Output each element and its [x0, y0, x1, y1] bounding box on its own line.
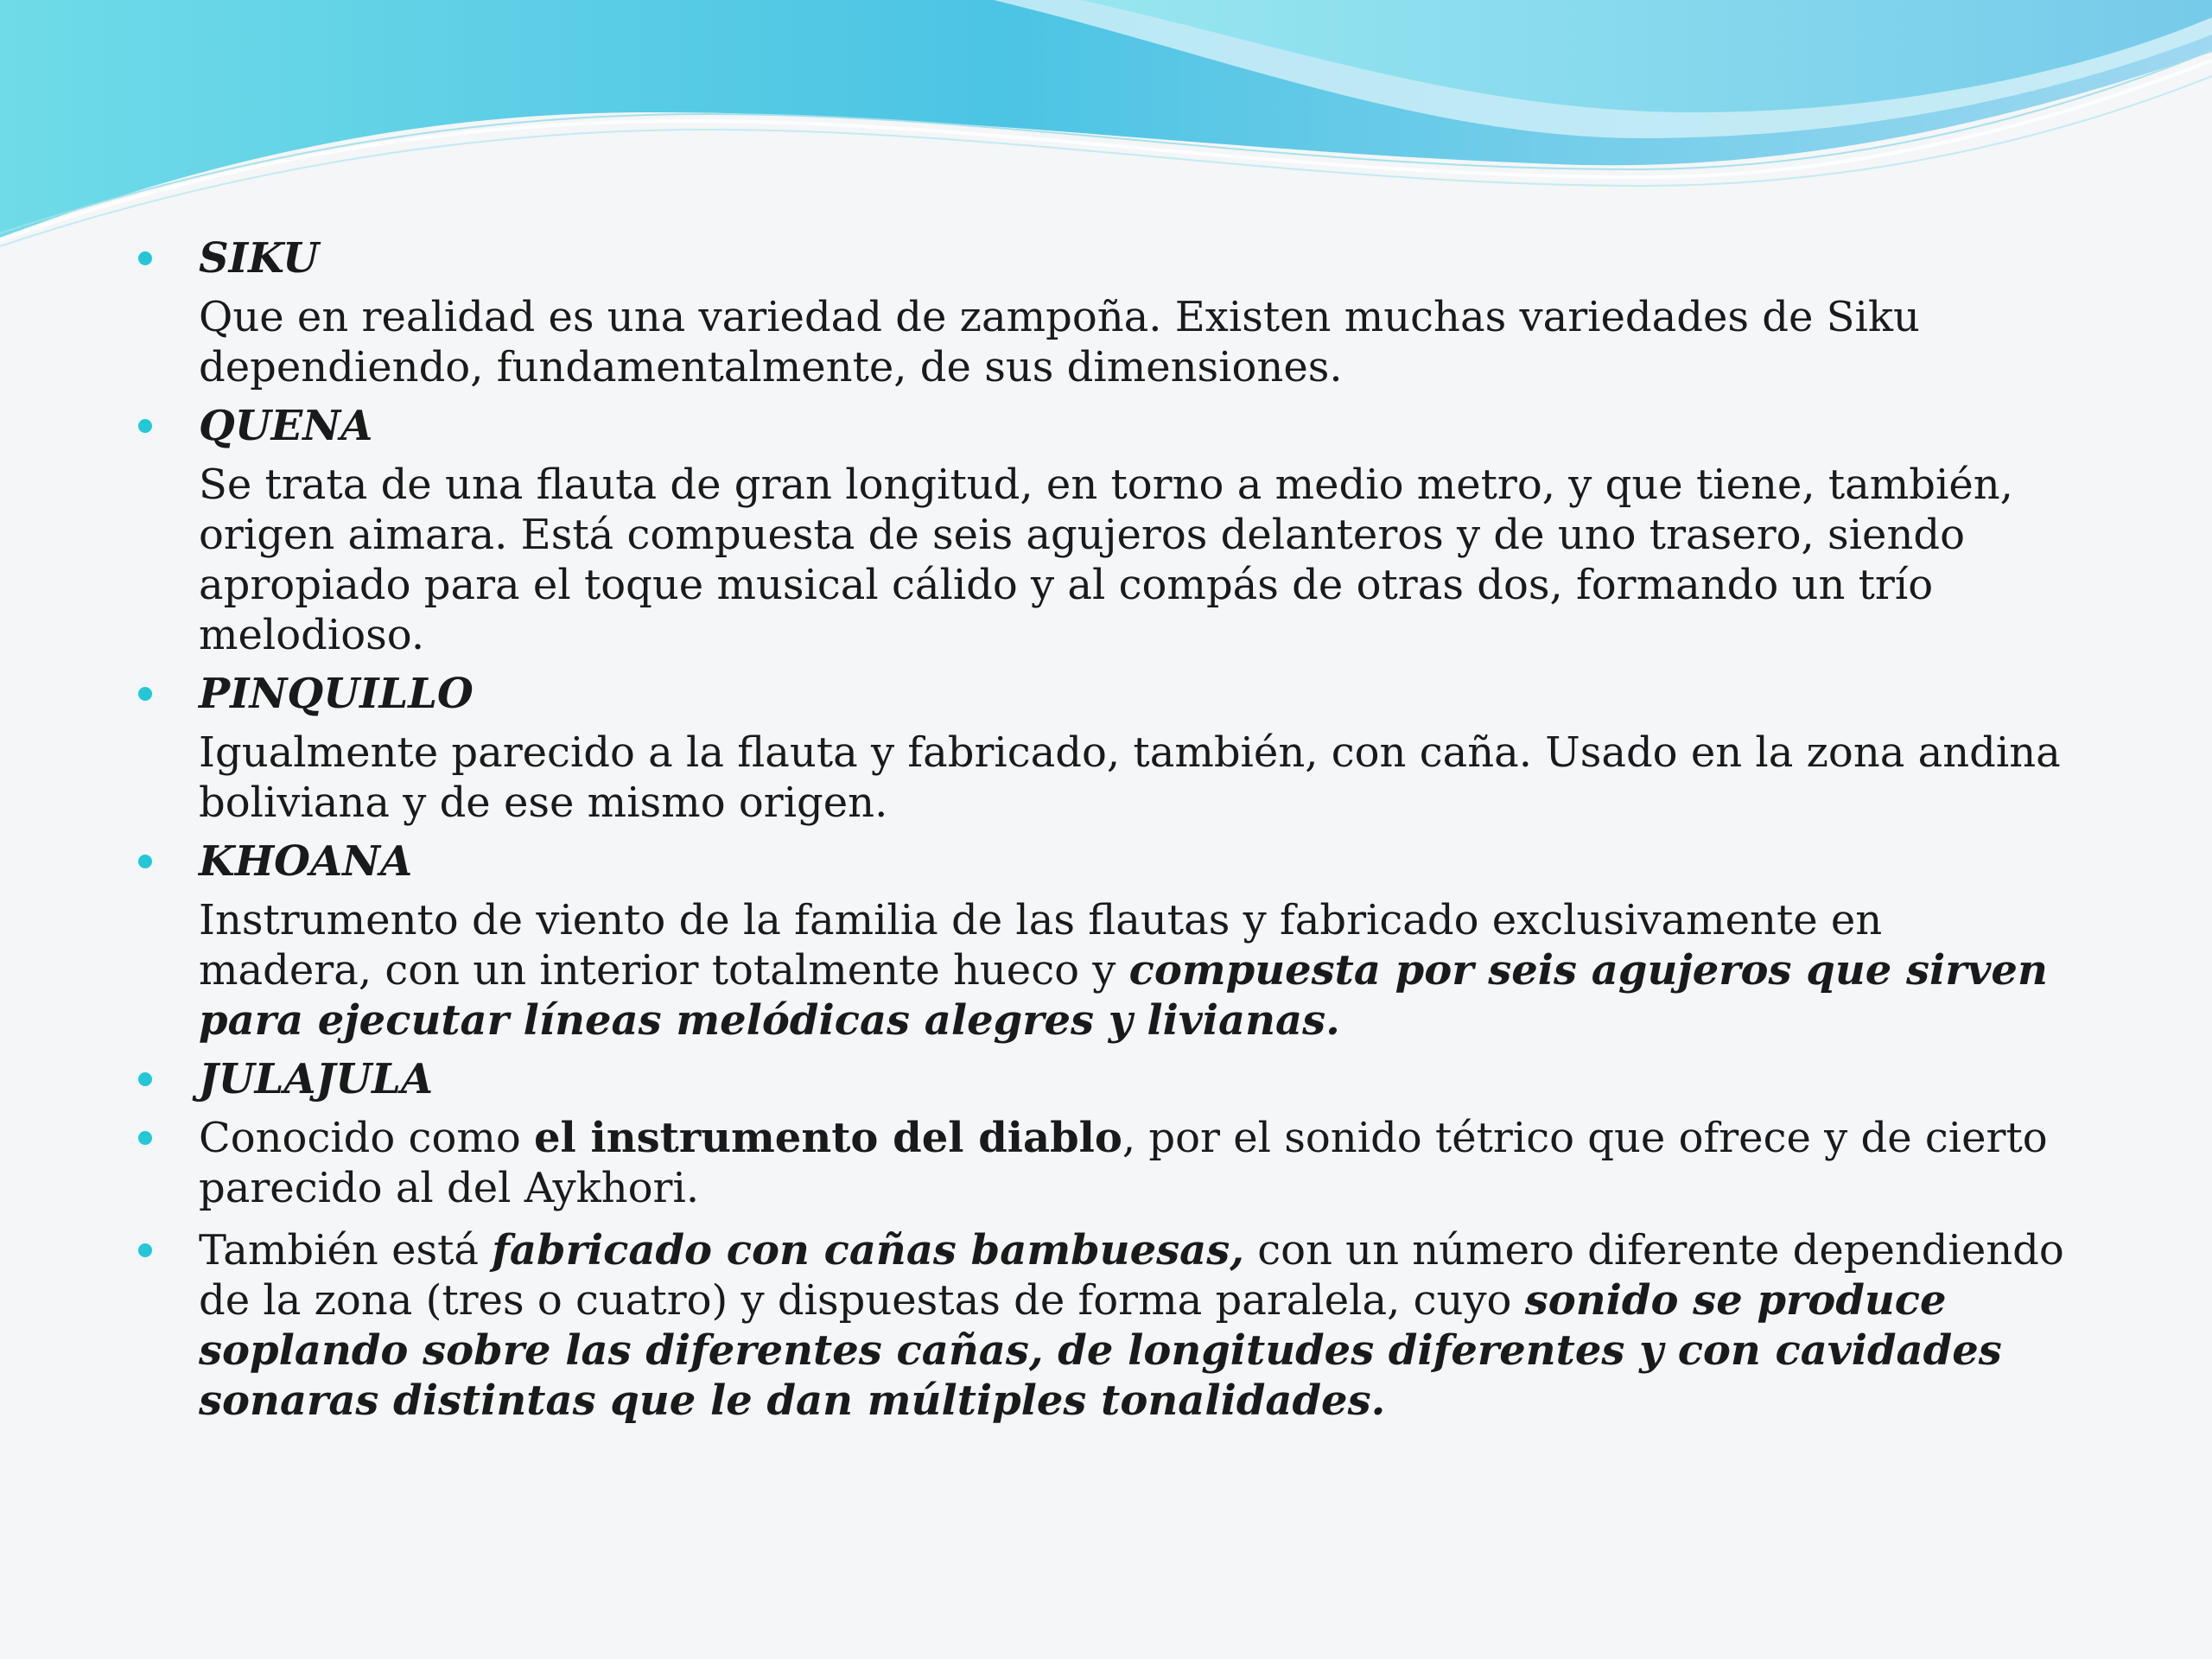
item-heading: KHOANA: [199, 837, 413, 886]
description-emphasis: compuesta por seis agujeros que sirven para ejecutar líneas melódicas alegres y livianas.: [199, 946, 2048, 1045]
item-text-bold: el instrumento del diablo: [534, 1114, 1122, 1162]
item-description: Que en realidad es una variedad de zampoña. Existen muchas variedades de Siku dependiendo, fundamentalmente, de sus dimensiones.: [199, 293, 1920, 391]
bullet-icon: [138, 251, 152, 265]
list-item-julajula: [130, 1054, 2065, 1104]
list-item-julajula-build: [130, 1225, 2065, 1426]
description-text: Instrumento de viento de la familia de las flautas y fabricado exclusivamente en madera, con un interior totalmente hueco y: [199, 896, 1883, 995]
header-wave-decoration: [0, 0, 2212, 259]
list-item-khoana: [130, 836, 2065, 887]
item-heading: JULAJULA: [199, 1055, 434, 1103]
item-text: Conocido como: [199, 1114, 535, 1162]
list-item-quena: [130, 401, 2065, 451]
item-description: [130, 895, 2065, 1046]
bullet-icon: [138, 1131, 152, 1145]
list-item-julajula-sound: [130, 1113, 2065, 1213]
list-item-pinquillo: [130, 669, 2065, 719]
item-text: También está: [199, 1226, 493, 1274]
item-text: con un número diferente dependiendo de la zona (tres o cuatro) y dispuestas de forma paralela, cuyo: [199, 1226, 2064, 1325]
item-heading: SIKU: [199, 234, 319, 283]
item-text-emphasis: fabricado con cañas bambuesas,: [492, 1226, 1244, 1274]
slide-content: [130, 233, 2065, 1426]
item-text-emphasis: sonido se produce soplando sobre las diferentes cañas, de longitudes diferentes y con cavidades sonaras distintas que le dan múltiples tonalidades.: [199, 1276, 2002, 1425]
bullet-icon: [138, 419, 152, 433]
list-item-siku: [130, 233, 2065, 283]
item-text: , por el sonido tétrico que ofrece y de cierto parecido al del Aykhori.: [199, 1114, 2048, 1212]
bullet-icon: [138, 855, 152, 868]
item-description: Igualmente parecido a la flauta y fabricado, también, con caña. Usado en la zona andina boliviana y de ese mismo origen.: [199, 728, 2061, 827]
item-heading: QUENA: [199, 402, 373, 450]
item-heading: PINQUILLO: [199, 670, 474, 718]
bullet-icon: [138, 687, 152, 701]
item-description: Se trata de una flauta de gran longitud, en torno a medio metro, y que tiene, también, origen aimara. Está compuesta de seis agujeros delanteros y de uno trasero, siendo apropiado para el toque musical cálido y al compás de otras dos, formando un trío melodioso.: [199, 461, 2013, 659]
bullet-icon: [138, 1243, 152, 1257]
bullet-icon: [138, 1072, 152, 1086]
